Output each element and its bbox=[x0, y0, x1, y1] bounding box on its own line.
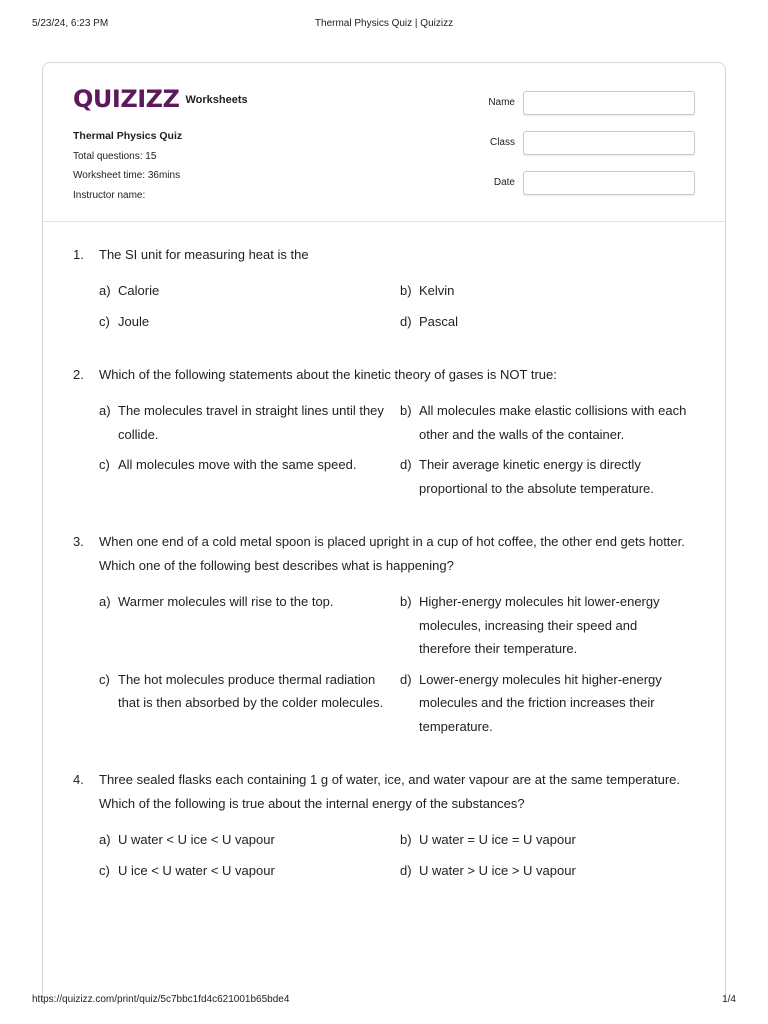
option-letter: d) bbox=[400, 671, 412, 687]
student-fields bbox=[465, 91, 695, 211]
option-b bbox=[400, 279, 695, 303]
option-text: U water > U ice > U vapour bbox=[419, 862, 576, 878]
question-number: 2. bbox=[73, 367, 84, 382]
page-number: 1/4 bbox=[722, 994, 736, 1005]
option-letter: c) bbox=[99, 457, 110, 472]
logo-subtitle: Worksheets bbox=[185, 94, 248, 106]
option-c bbox=[99, 668, 400, 739]
option-b bbox=[400, 590, 695, 661]
option-text: Joule bbox=[118, 313, 150, 329]
print-footer bbox=[32, 994, 736, 1008]
option-d bbox=[400, 668, 695, 739]
brand-logo bbox=[73, 85, 248, 113]
class-label: Class bbox=[489, 137, 515, 148]
option-text: Kelvin bbox=[419, 283, 455, 298]
option-letter: b) bbox=[400, 283, 412, 298]
question-number: 4. bbox=[73, 772, 84, 787]
instructor-name: Instructor name: bbox=[73, 189, 146, 201]
print-url: https://quizizz.com/print/quiz/5c7bbc1fd4c621001b65bde4 bbox=[32, 994, 290, 1005]
total-questions: Total questions: 15 bbox=[73, 150, 157, 162]
print-date: 5/23/24, 6:23 PM bbox=[32, 18, 109, 29]
question-text: Which of the following statements about the kinetic theory of gases is NOT true: bbox=[99, 367, 557, 382]
option-grid bbox=[99, 399, 695, 500]
name-field-row bbox=[465, 91, 695, 115]
option-letter: a) bbox=[99, 403, 111, 418]
option-letter: d) bbox=[400, 457, 412, 472]
question-text: When one end of a cold metal spoon is placed upright in a cup of hot coffee, the other end gets hotter. Which one of the following best describes what is happening? bbox=[99, 534, 685, 573]
option-text: The molecules travel in straight lines until they collide. bbox=[118, 403, 384, 442]
option-letter: a) bbox=[99, 832, 111, 847]
option-text: The hot molecules produce thermal radiation that is then absorbed by the colder molecules. bbox=[118, 671, 384, 710]
option-a bbox=[99, 828, 400, 852]
worksheet bbox=[42, 62, 726, 1003]
option-text: Higher-energy molecules hit lower-energy molecules, increasing their speed and therefore their temperature. bbox=[419, 594, 660, 656]
date-field[interactable] bbox=[523, 171, 695, 195]
quiz-meta bbox=[73, 127, 182, 205]
option-d bbox=[400, 859, 695, 883]
quiz-title: Thermal Physics Quiz bbox=[73, 130, 183, 142]
option-b bbox=[400, 828, 695, 852]
option-text: U water < U ice < U vapour bbox=[118, 832, 275, 847]
class-field-row bbox=[465, 131, 695, 155]
question-text: The SI unit for measuring heat is the bbox=[99, 247, 309, 262]
question-number: 3. bbox=[73, 534, 84, 549]
option-grid bbox=[99, 828, 695, 882]
option-grid bbox=[99, 279, 695, 333]
option-text: U ice < U water < U vapour bbox=[118, 862, 275, 878]
option-text: U water = U ice = U vapour bbox=[419, 832, 576, 847]
question-4 bbox=[73, 768, 695, 882]
worksheet-time: Worksheet time: 36mins bbox=[73, 170, 181, 181]
question-text: Three sealed flasks each containing 1 g of water, ice, and water vapour are at the same temperature. Which of the following is true about the internal energy of the substances? bbox=[99, 772, 680, 811]
question-2 bbox=[73, 363, 695, 500]
option-letter: b) bbox=[400, 403, 412, 418]
date-label: Date bbox=[493, 177, 515, 188]
option-grid bbox=[99, 590, 695, 738]
option-letter: c) bbox=[99, 671, 110, 687]
option-text: Their average kinetic energy is directly proportional to the absolute temperature. bbox=[419, 457, 654, 496]
option-text: Warmer molecules will rise to the top. bbox=[118, 594, 334, 609]
option-letter: c) bbox=[99, 862, 110, 878]
name-field[interactable] bbox=[523, 91, 695, 115]
date-field-row bbox=[465, 171, 695, 195]
option-c bbox=[99, 859, 400, 883]
option-a bbox=[99, 590, 400, 661]
option-letter: b) bbox=[400, 832, 412, 847]
option-text: Calorie bbox=[118, 283, 160, 298]
question-number: 1. bbox=[73, 247, 84, 262]
print-page-title: Thermal Physics Quiz | Quizizz bbox=[314, 18, 454, 29]
option-letter: c) bbox=[99, 313, 110, 329]
option-letter: b) bbox=[400, 594, 412, 609]
option-c bbox=[99, 453, 400, 500]
question-list bbox=[73, 243, 695, 912]
option-text: All molecules move with the same speed. bbox=[118, 457, 357, 472]
option-letter: d) bbox=[400, 862, 412, 878]
name-label: Name bbox=[488, 97, 515, 108]
question-1 bbox=[73, 243, 695, 333]
quizizz-logo: QUIZIZZ bbox=[73, 85, 180, 113]
option-d bbox=[400, 310, 695, 334]
option-letter: d) bbox=[400, 313, 412, 329]
option-letter: a) bbox=[99, 283, 111, 298]
option-b bbox=[400, 399, 695, 446]
option-text: All molecules make elastic collisions with each other and the walls of the container. bbox=[419, 403, 687, 442]
worksheet-header bbox=[43, 63, 725, 222]
option-a bbox=[99, 399, 400, 446]
option-text: Pascal bbox=[419, 313, 459, 329]
option-text: Lower-energy molecules hit higher-energy molecules and the friction increases their temperature. bbox=[419, 671, 662, 734]
print-header bbox=[32, 18, 736, 32]
class-field[interactable] bbox=[523, 131, 695, 155]
option-c bbox=[99, 310, 400, 334]
option-d bbox=[400, 453, 695, 500]
option-letter: a) bbox=[99, 594, 111, 609]
option-a bbox=[99, 279, 400, 303]
question-3 bbox=[73, 530, 695, 738]
